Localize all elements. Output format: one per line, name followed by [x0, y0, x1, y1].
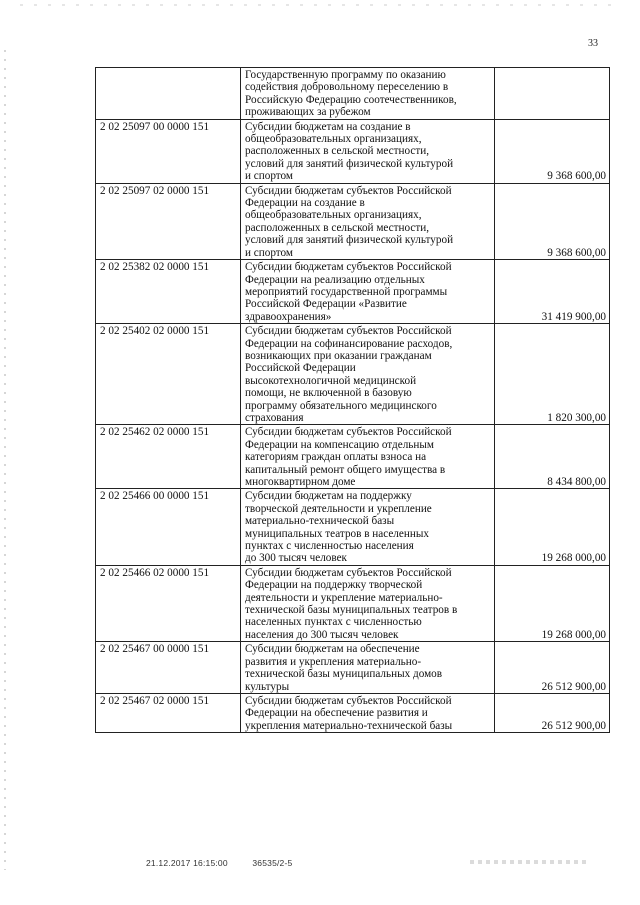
amount-cell: 26 512 900,00 [495, 642, 610, 694]
amount-cell [495, 68, 610, 120]
scan-top-artifacts [20, 4, 620, 6]
revenue-name-cell: Субсидии бюджетам субъектов Российской Федерации на создание в общеобразовательных организациях, расположенных в сельской местности, условий для занятий физической культурой и спортом [241, 183, 495, 259]
revenue-name-cell: Государственную программу по оказанию содействия добровольному переселению в Российскую Федерацию соотечественников, проживающих за рубежом [241, 68, 495, 120]
footer-doc-number: 36535/2-5 [252, 858, 293, 868]
revenue-name-cell: Субсидии бюджетам субъектов Российской Федерации на софинансирование расходов, возникающих при оказании гражданам Российской Федерации высокотехнологичной медицинской помощи, не включенной в базовую программу обязательного медицинского страхования [241, 324, 495, 425]
revenue-name-cell: Субсидии бюджетам на поддержку творческой деятельности и укрепление материально-технической базы муниципальных театров в населенных пунктах с численностью населения до 300 тысяч человек [241, 489, 495, 565]
table-row [96, 489, 610, 565]
budget-code-cell [96, 68, 241, 120]
amount-cell: 1 820 300,00 [495, 324, 610, 425]
budget-code-cell: 2 02 25097 02 0000 151 [96, 183, 241, 259]
revenue-name-cell: Субсидии бюджетам на обеспечение развития и укрепления материально- технической базы муниципальных домов культуры [241, 642, 495, 694]
scan-left-edge-artifacts [4, 50, 6, 870]
table-row [96, 119, 610, 183]
amount-cell: 26 512 900,00 [495, 693, 610, 732]
amount-cell: 19 268 000,00 [495, 489, 610, 565]
amount-cell: 19 268 000,00 [495, 565, 610, 641]
revenue-name-cell: Субсидии бюджетам субъектов Российской Федерации на поддержку творческой деятельности и укрепление материально- технической базы муниципальных театров в населенных пунктах с численностью населения до 300 тысяч человек [241, 565, 495, 641]
table-row [96, 183, 610, 259]
table-row [96, 642, 610, 694]
table-row [96, 260, 610, 324]
revenue-name-cell: Субсидии бюджетам субъектов Российской Федерации на компенсацию отдельным категориям граждан оплаты взноса на капитальный ремонт общего имущества в многоквартирном доме [241, 425, 495, 489]
budget-code-cell: 2 02 25466 00 0000 151 [96, 489, 241, 565]
budget-code-cell: 2 02 25382 02 0000 151 [96, 260, 241, 324]
revenue-name-cell: Субсидии бюджетам на создание в общеобразовательных организациях, расположенных в сельской местности, условий для занятий физической культурой и спортом [241, 119, 495, 183]
table-row [96, 324, 610, 425]
table-row [96, 68, 610, 120]
budget-code-cell: 2 02 25467 02 0000 151 [96, 693, 241, 732]
budget-code-cell: 2 02 25462 02 0000 151 [96, 425, 241, 489]
budget-code-cell: 2 02 25466 02 0000 151 [96, 565, 241, 641]
revenue-name-cell: Субсидии бюджетам субъектов Российской Федерации на реализацию отдельных мероприятий государственной программы Российской Федерации «Развитие здравоохранения» [241, 260, 495, 324]
page-number: 33 [588, 38, 598, 49]
amount-cell: 8 434 800,00 [495, 425, 610, 489]
scan-footer-artifacts [470, 860, 590, 864]
budget-revenue-table [95, 67, 610, 733]
table-row [96, 565, 610, 641]
amount-cell: 31 419 900,00 [495, 260, 610, 324]
budget-code-cell: 2 02 25467 00 0000 151 [96, 642, 241, 694]
amount-cell: 9 368 600,00 [495, 183, 610, 259]
amount-cell: 9 368 600,00 [495, 119, 610, 183]
document-footer [146, 858, 314, 868]
budget-code-cell: 2 02 25402 02 0000 151 [96, 324, 241, 425]
footer-datetime: 21.12.2017 16:15:00 [146, 858, 228, 868]
budget-code-cell: 2 02 25097 00 0000 151 [96, 119, 241, 183]
table-row [96, 693, 610, 732]
table-row [96, 425, 610, 489]
revenue-name-cell: Субсидии бюджетам субъектов Российской Федерации на обеспечение развития и укрепления материально-технической базы [241, 693, 495, 732]
